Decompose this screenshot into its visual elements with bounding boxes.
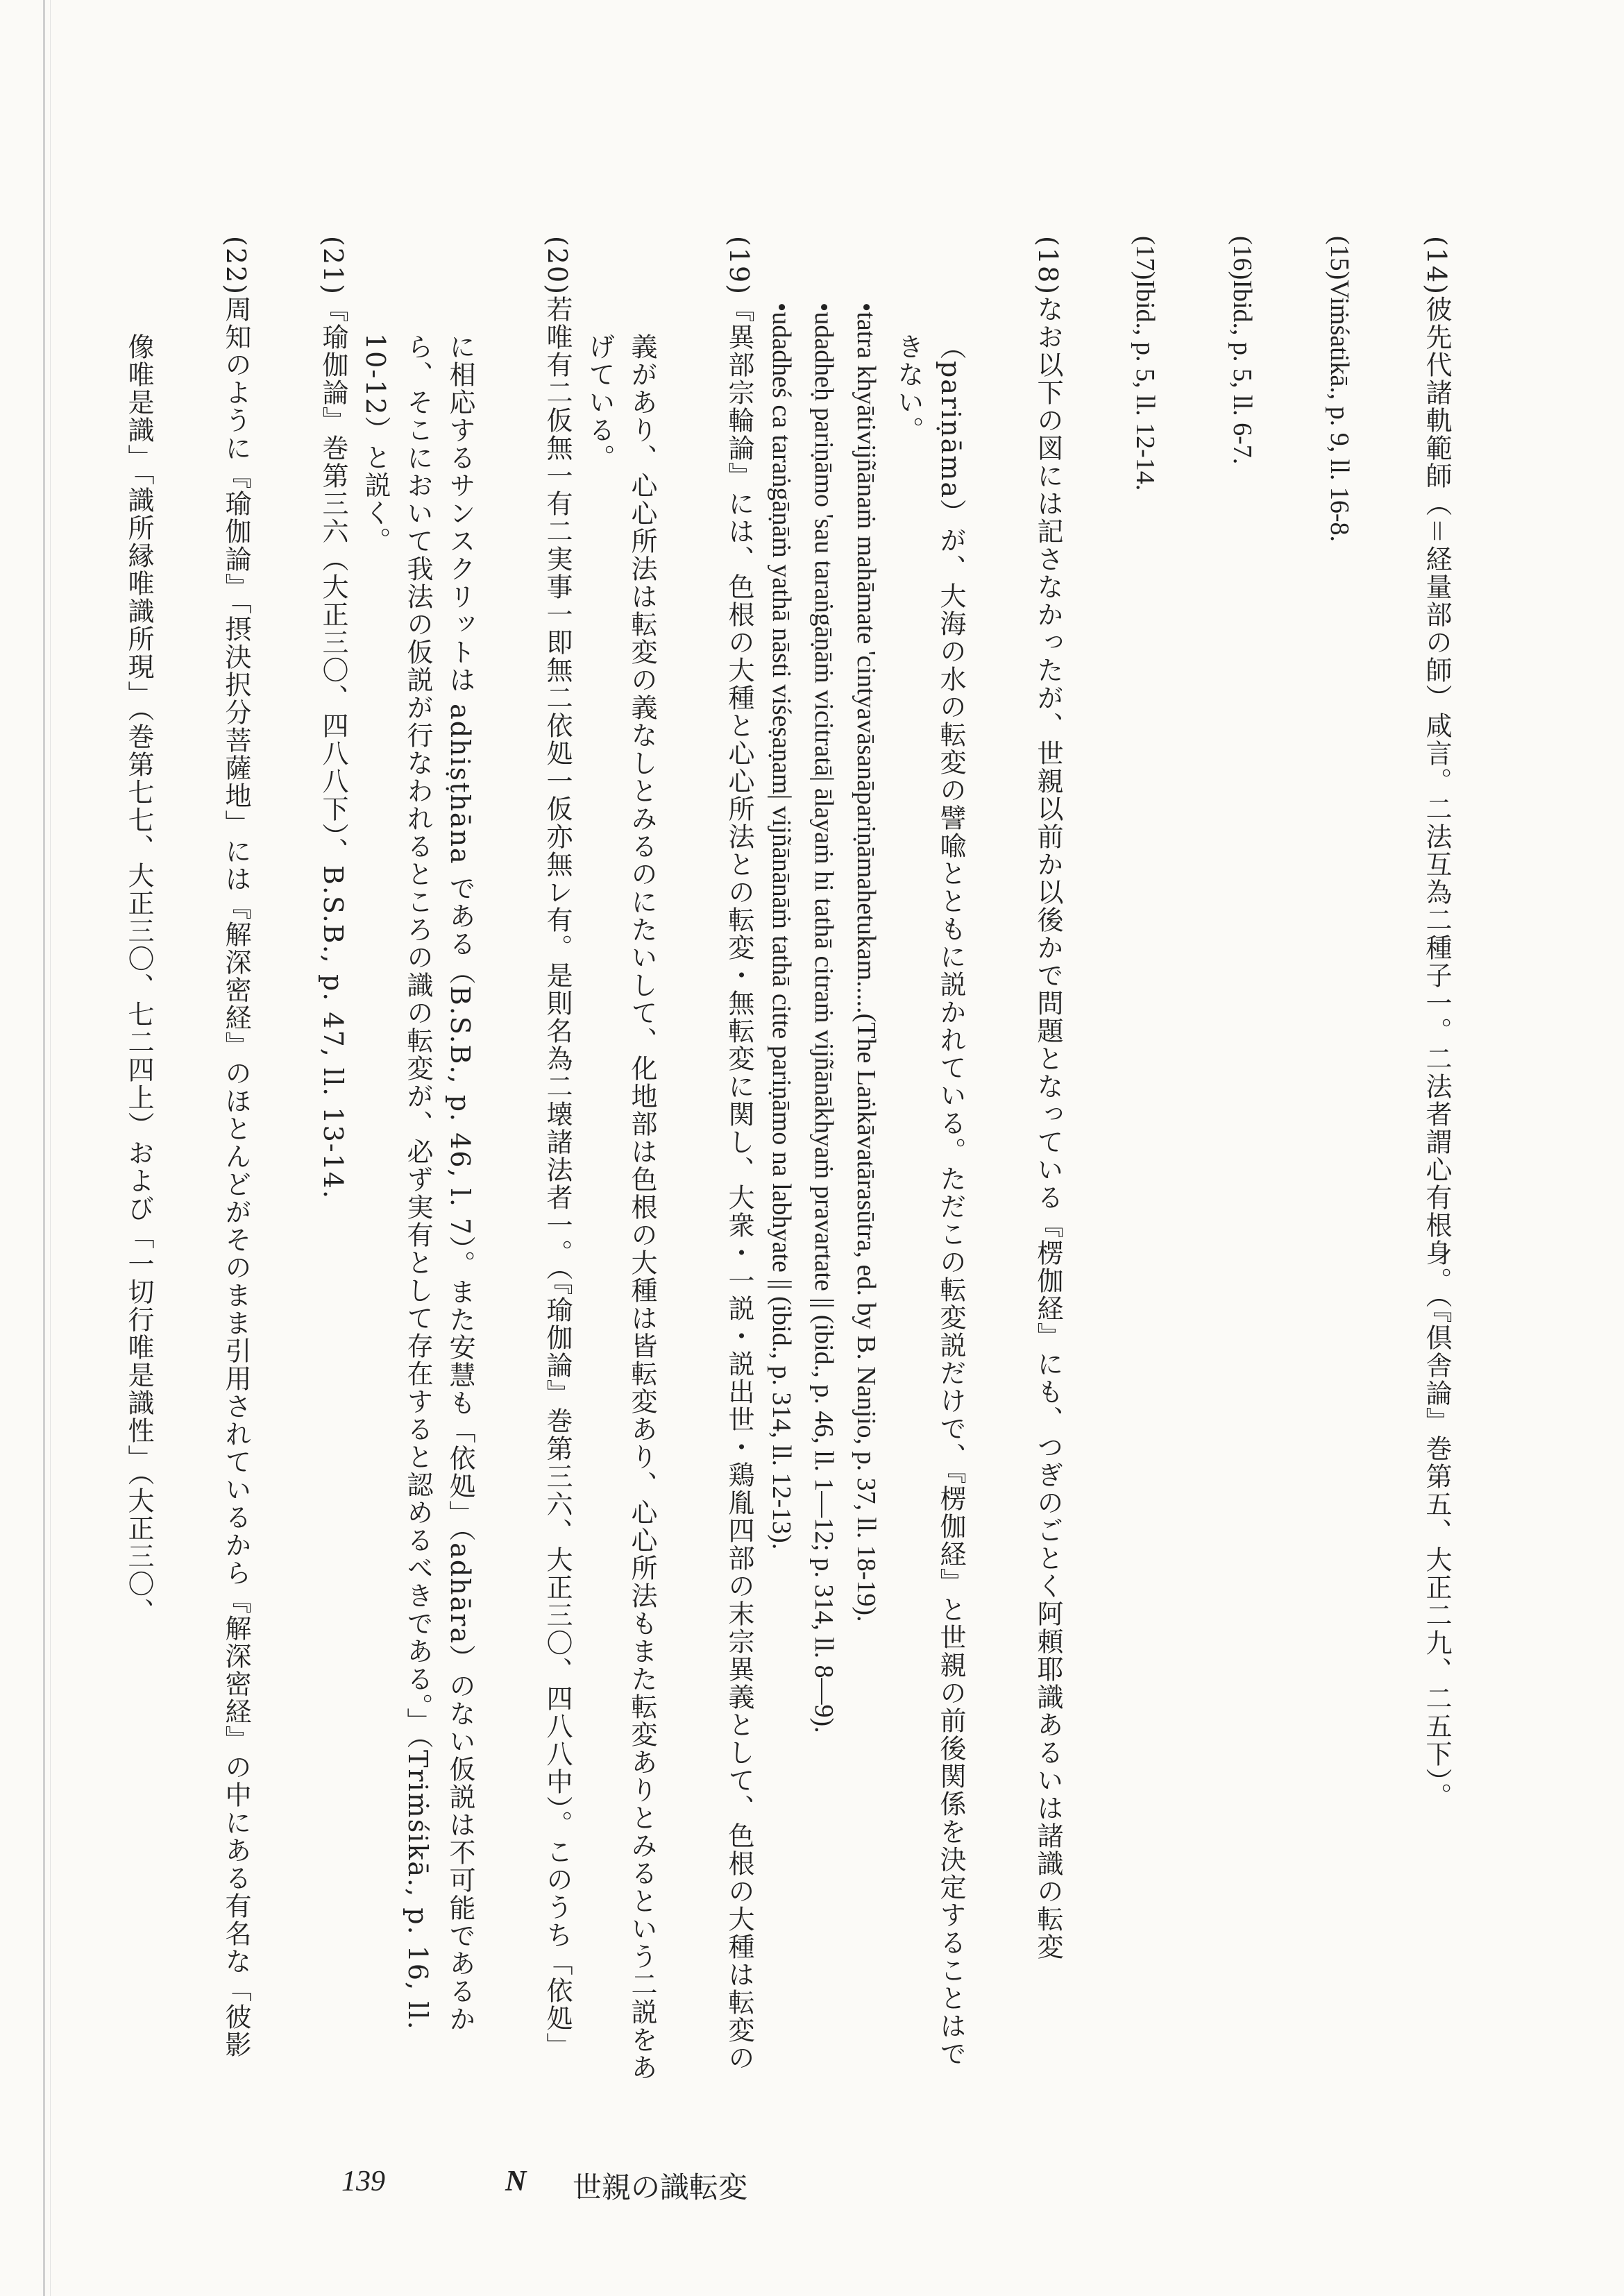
sanskrit-quote: •tatra khyātivijñānaṁ mahāmate 'cintyavāsanāpariṇāmahetukam.....(The Laṅkāvatārasūtra, ed. by B. Nanjio, p. 37, ll. 18-19). <box>852 303 881 1622</box>
running-title: 世親の識転変 <box>573 2170 748 2204</box>
footnote-17: (17)Ibid., p. 5, ll. 12-14. <box>1131 236 1160 491</box>
sanskrit-quote: •udadheḥ pariṇāmo 'sau taraṅgāṇāṁ vicitratā| ālayaṁ hi tathā citraṁ vijñānākhyaṁ pravartate || (ibid., p. 46, ll. 1—12; p. 314, ll. 8—9). <box>809 303 838 1733</box>
footnote-15: (15)Viṁśatikā., p. 9, ll. 16-8. <box>1325 236 1354 542</box>
footnote-18: (18)なお以下の図には記さなかったが、世親以前か以後かで問題となっている『楞伽経』にも、つぎのごとく阿頼耶識あるいは諸識の転変（pariṇāma）が、大海の水の転変の譬喩とともに説かれている。ただこの転変説だけで、『楞伽経』と世親の前後関係を決定することはできない。 <box>893 236 1063 2068</box>
footnote-20: (20)若唯有二仮無一有二実事一即無二依処一仮亦無レ有。是則名為二壊諸法者一。（『瑜伽論』巻第三六、大正三〇、四八八中）。このうち「依処」に相応するサンスクリットは adhiṣṭhāna である（B.S.B., p. 46, l. 7）。また安慧も「依処」（adhāra）のない仮説は不可能であるから、そこにおいて我法の仮説が行なわれるところの識の転変が、必ず実有として存在すると認めるべきである。」（Triṁśikā., p. 16, ll. 10-12）と説く。 <box>360 236 573 2061</box>
page-footer <box>291 2165 1402 2206</box>
footnote-22: (22)周知のように『瑜伽論』「摂決択分菩薩地」には『解深密経』のほとんどがそのまま引用されているから『解深密経』の中にある有名な「彼影像唯是識」「識所縁唯識所現」（巻第七七、大正三〇、七二四上）および「一切行唯是識性」（大正三〇、 <box>124 236 251 2059</box>
footnote-14: (14)彼先代諸軌範師（＝経量部の師）咸言。二法互為二種子一。二法者謂心有根身。（『倶舎論』巻第五、大正二九、二五下）。 <box>1421 236 1452 1811</box>
scan-edge-line <box>43 0 45 2296</box>
page-number: 139 <box>341 2166 385 2197</box>
scan-edge-line <box>50 0 51 2296</box>
sanskrit-quote: •udadheś ca taraṅgāṇāṁ yathā nāsti viśeṣaṇam| vijñānānāṁ tathā citte pariṇāmo na labhyate || (ibid., p. 314, ll. 12-13). <box>767 303 796 1550</box>
vertical-text-page <box>124 236 1457 2082</box>
footnote-19: (19)『異部宗輪論』には、色根の大種と心心所法との転変・無転変に関し、大衆・一説・説出世・鶏胤四部の末宗異義として、色根の大種は転変の義があり、心心所法は転変の義なしとみるのにたいして、化地部は色根の大種は皆転変あり、心心所法もまた転変ありとみるという二説をあげている。 <box>584 236 754 2082</box>
footnote-21: (21)『瑜伽論』巻第三六（大正三〇、四八八下）、B.S.B., p. 47, ll. 13-14. <box>318 236 348 1200</box>
footnote-16: (16)Ibid., p. 5, ll. 6-7. <box>1228 236 1257 465</box>
part-number: N <box>505 2166 527 2197</box>
